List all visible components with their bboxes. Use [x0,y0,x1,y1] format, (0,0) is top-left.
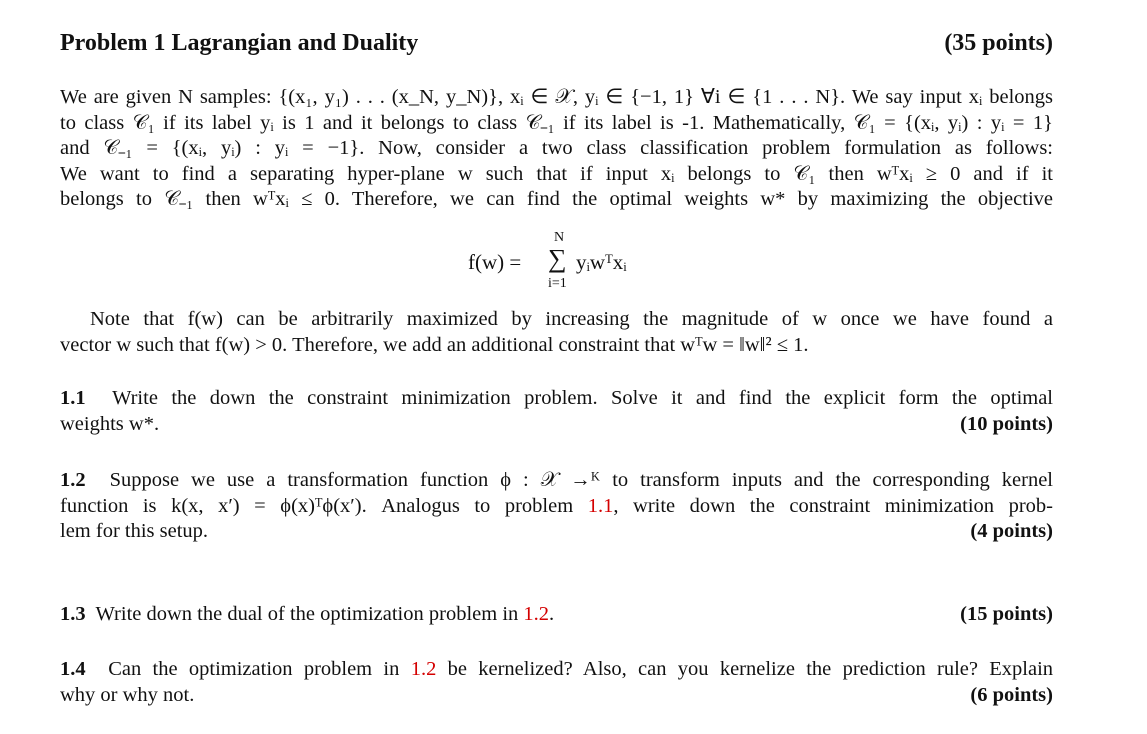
problem-title: Problem 1 Lagrangian and Duality [60,30,419,56]
equation-body: yᵢwᵀxᵢ [576,250,627,274]
intro-line: to class 𝒞₁ if its label yᵢ is 1 and it belongs to class 𝒞₋₁ if its label is -1. Mathematically, 𝒞₁ = {(xᵢ, yᵢ) : yᵢ = 1} [60,111,1053,134]
question-points: (10 points) [960,412,1053,435]
intro-line: and 𝒞₋₁ = {(xᵢ, yᵢ) : yᵢ = −1}. Now, consider a two class classification problem formulation as follows: [60,137,1053,159]
question-text: . [549,603,555,625]
problem-reference-link[interactable]: 1.2 [410,658,437,680]
question-1-3 [60,602,1053,628]
question-text: weights w*. [60,412,160,435]
question-text: , write down the constraint minimization prob- [613,494,1054,517]
equation-lower-limit: i=1 [548,276,567,291]
equation-sigma: ∑ [548,244,567,273]
question-1-1 [60,386,1053,437]
question-text: function is k(x, x′) = ϕ(x)ᵀϕ(x′). Analogus to problem [60,494,588,517]
question-text: Write the down the constraint minimization problem. Solve it and find the explicit form the optimal [112,387,1053,409]
note-paragraph [60,307,1053,358]
question-text: be kernelized? Also, can you kernelize the prediction rule? Explain [436,658,1054,680]
question-text: Write down the dual of the optimization problem in [95,603,524,625]
problem-reference-link[interactable]: 1.2 [523,603,550,625]
question-points: (15 points) [960,603,1053,625]
question-text: Can the optimization problem in [108,658,411,680]
intro-line: We want to find a separating hyper-plane w such that if input xᵢ belongs to 𝒞₁ then wᵀxᵢ ≥ 0 and if it [60,162,1053,185]
intro-line: belongs to 𝒞₋₁ then wᵀxᵢ ≤ 0. Therefore, we can find the optimal weights w* by maximizing the objective [60,188,1053,210]
question-1-2 [60,468,1053,545]
problem-reference-link[interactable]: 1.1 [587,494,614,517]
note-line: vector w such that f(w) > 0. Therefore, we add an additional constraint that wᵀw = ‖w‖² ≤ 1. [60,333,809,356]
question-text: Suppose we use a transformation function ϕ : 𝒳 →ᴷ to transform inputs and the corresponding kernel [109,469,1054,491]
question-points: (6 points) [970,683,1053,706]
objective-equation [464,228,664,298]
intro-line: We are given N samples: {(x₁, y₁) . . . (x_N, y_N)}, xᵢ ∈ 𝒳, yᵢ ∈ {−1, 1} ∀i ∈ {1 . . . N}. We say input xᵢ belongs [60,86,1053,108]
question-number: 1.1 [60,387,86,409]
question-text: why or why not. [60,683,195,706]
problem-points: (35 points) [944,30,1053,56]
question-points: (4 points) [970,520,1053,542]
intro-paragraph [60,85,1053,213]
question-number: 1.2 [60,469,86,491]
equation-lhs: f(w) = [468,250,522,274]
question-1-4 [60,657,1053,708]
equation-upper-limit: N [554,230,565,245]
note-line: Note that f(w) can be arbitrarily maximized by increasing the magnitude of w once we have found a [90,308,1053,330]
question-text: lem for this setup. [60,520,209,542]
question-number: 1.3 [60,603,86,625]
question-number: 1.4 [60,658,86,680]
problem-header [60,30,1053,64]
